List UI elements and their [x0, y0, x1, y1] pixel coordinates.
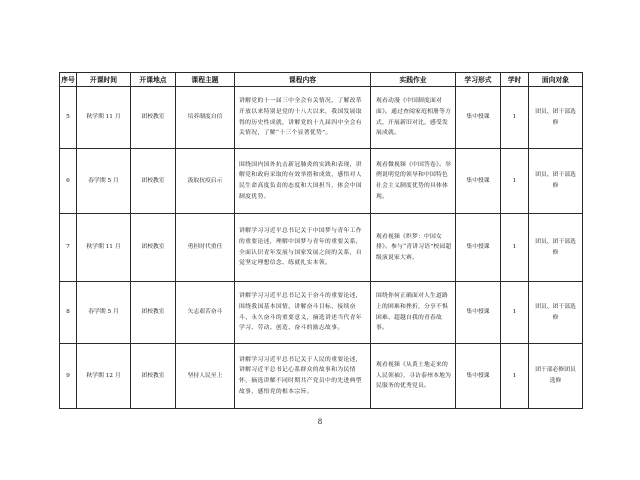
cell-topic: 勇担时代重任 — [176, 214, 235, 282]
cell-hours: 1 — [501, 344, 529, 409]
cell-audience: 团员、团干部选修 — [529, 149, 583, 214]
header-location: 开课地点 — [131, 73, 176, 87]
table-header-row — [60, 73, 583, 87]
table-row — [60, 214, 583, 282]
cell-semester: 春学期 5 月 — [77, 149, 131, 214]
cell-location: 团校教室 — [131, 282, 176, 344]
cell-index: 9 — [60, 344, 77, 409]
cell-semester: 春学期 5 月 — [77, 282, 131, 344]
cell-audience: 团员、团干部选修 — [529, 282, 583, 344]
cell-semester: 秋学期 12 月 — [77, 344, 131, 409]
table-row — [60, 344, 583, 409]
cell-practice: 观看微视频《中国答卷》。举例说明党的领导和中国特色社会主义制度优势的具体体现。 — [371, 149, 456, 214]
cell-hours: 1 — [501, 214, 529, 282]
header-practice: 实践作业 — [371, 73, 456, 87]
cell-practice: 观看视频《织梦：中国女排》。参与“青讲习语”校园超级演说家大赛。 — [371, 214, 456, 282]
cell-format: 集中授课 — [456, 87, 501, 149]
header-index: 序号 — [60, 73, 77, 87]
header-content: 课程内容 — [235, 73, 371, 87]
header-audience: 面向对象 — [529, 73, 583, 87]
cell-content: 围绕国内国外抗击新冠肺炎的实践和表现，讲解党和政府采取的有效举措和成效，感悟对人民生命高度负责的态度和大国担当，体会中国制度优势。 — [235, 149, 371, 214]
cell-location: 团校教室 — [131, 149, 176, 214]
cell-content: 讲解学习习近平总书记关于奋斗的重要论述，围绕我国基本国情，讲解奋斗目标，接续奋斗、永久奋斗的重要意义，摘选讲述当代青年学习、劳动、创造、奋斗的励志故事。 — [235, 282, 371, 344]
cell-index: 7 — [60, 214, 77, 282]
cell-audience: 团干部必修团员选修 — [529, 344, 583, 409]
table-row — [60, 282, 583, 344]
cell-topic: 矢志艰苦奋斗 — [176, 282, 235, 344]
cell-audience: 团员、团干部选修 — [529, 87, 583, 149]
cell-practice: 围绕你何正确面对人生道路上的困难和挫折，分享不惧困难、超越自我的青春故事。 — [371, 282, 456, 344]
cell-index: 8 — [60, 282, 77, 344]
cell-format: 集中授课 — [456, 149, 501, 214]
header-hours: 学时 — [501, 73, 529, 87]
cell-content: 讲解学习习近平总书记关于人民的重要论述，讲解习近平总书记心系群众的故事和为民情怀，摘选讲解不同时期共产党员中的先进典型故事，感悟党的根本宗旨。 — [235, 344, 371, 409]
cell-location: 团校教室 — [131, 344, 176, 409]
cell-index: 5 — [60, 87, 77, 149]
cell-format: 集中授课 — [456, 214, 501, 282]
header-topic: 课程主题 — [176, 73, 235, 87]
cell-practice: 观看视频《从黄土地走来的人民领袖》，寻访泰州本地为民服务的优秀党员。 — [371, 344, 456, 409]
table-row — [60, 87, 583, 149]
header-format: 学习形式 — [456, 73, 501, 87]
cell-location: 团校教室 — [131, 214, 176, 282]
cell-hours: 1 — [501, 87, 529, 149]
cell-semester: 秋学期 11 月 — [77, 87, 131, 149]
cell-practice: 观看动漫《中国制度面对面》。通过查阅家庭相册等方式，开展新旧对比，感受发展成就。 — [371, 87, 456, 149]
cell-hours: 1 — [501, 282, 529, 344]
cell-topic: 汲取抗疫启示 — [176, 149, 235, 214]
cell-topic: 培养制度自信 — [176, 87, 235, 149]
cell-semester: 秋学期 11 月 — [77, 214, 131, 282]
course-table — [59, 72, 583, 409]
cell-content: 讲解学习习近平总书记关于中国梦与青年工作的重要论述，理解中国梦与青年的重要关系，全面认识青年发展与国家发展之间的关系，自觉坚定理想信念、练就扎实本领。 — [235, 214, 371, 282]
cell-format: 集中授课 — [456, 344, 501, 409]
cell-format: 集中授课 — [456, 282, 501, 344]
cell-topic: 坚持人民至上 — [176, 344, 235, 409]
cell-hours: 1 — [501, 149, 529, 214]
page-number: 8 — [317, 418, 323, 426]
cell-audience: 团员、团干部选修 — [529, 214, 583, 282]
cell-location: 团校教室 — [131, 87, 176, 149]
cell-content: 讲解党的十一届三中全会有关情况，了解改革开放以来特别是党的十八大以来，我国发展取得的历史性成就，讲解党的十九届四中全会有关情况，了解“十三个显著优势”。 — [235, 87, 371, 149]
cell-index: 6 — [60, 149, 77, 214]
table-row — [60, 149, 583, 214]
header-semester: 开课时间 — [77, 73, 131, 87]
